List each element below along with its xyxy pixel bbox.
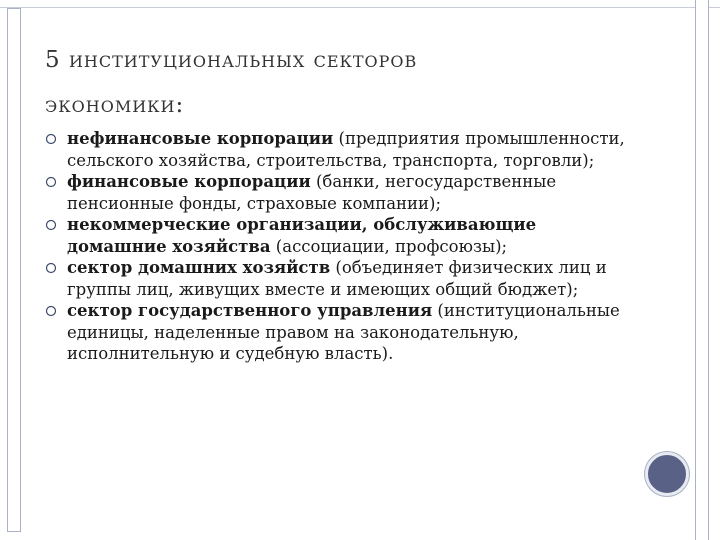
frame-left-bar: [7, 8, 21, 532]
circle-bullet-icon: [45, 305, 57, 317]
bullet-bold-text: финансовые корпорации: [67, 172, 311, 191]
list-item: [45, 214, 635, 257]
circle-bullet-icon: [45, 219, 57, 231]
bullet-text: (банки, негосударственные пенсионные фонды, страховые компании);: [67, 172, 557, 213]
list-item: [45, 128, 635, 171]
bullet-bold-text: сектор государственного управления: [67, 301, 433, 320]
list-item: [45, 171, 635, 214]
list-item: [45, 257, 635, 300]
title-line-2: экономики:: [45, 92, 185, 118]
bullet-text: (ассоциации, профсоюзы);: [270, 236, 508, 256]
frame-top-line: [0, 7, 720, 8]
circle-bullet-icon: [45, 176, 57, 188]
title-line-1: 5 институциональных секторов: [45, 47, 418, 73]
bullet-list: [45, 128, 635, 365]
bullet-text: (объединяет физических лиц и группы лиц, живущих вместе и имеющих общий бюджет);: [67, 258, 607, 299]
frame-right-bar: [695, 0, 709, 540]
bullet-bold-text: сектор домашних хозяйств: [67, 258, 331, 277]
slide-title: [45, 38, 645, 128]
bullet-bold-text: нефинансовые корпорации: [67, 129, 334, 148]
circle-decoration-icon: [645, 452, 689, 496]
bullet-text: (институциональные единицы, наделенные правом на законодательную, исполнительную и судебную власть).: [67, 301, 620, 363]
circle-bullet-icon: [45, 133, 57, 145]
circle-bullet-icon: [45, 262, 57, 274]
bullet-text: (предприятия промышленности, сельского хозяйства, строительства, транспорта, торговли);: [67, 129, 625, 170]
bullet-bold-text: некоммерческие организации, обслуживающие домашние хозяйства: [67, 215, 537, 256]
list-item: [45, 300, 635, 365]
